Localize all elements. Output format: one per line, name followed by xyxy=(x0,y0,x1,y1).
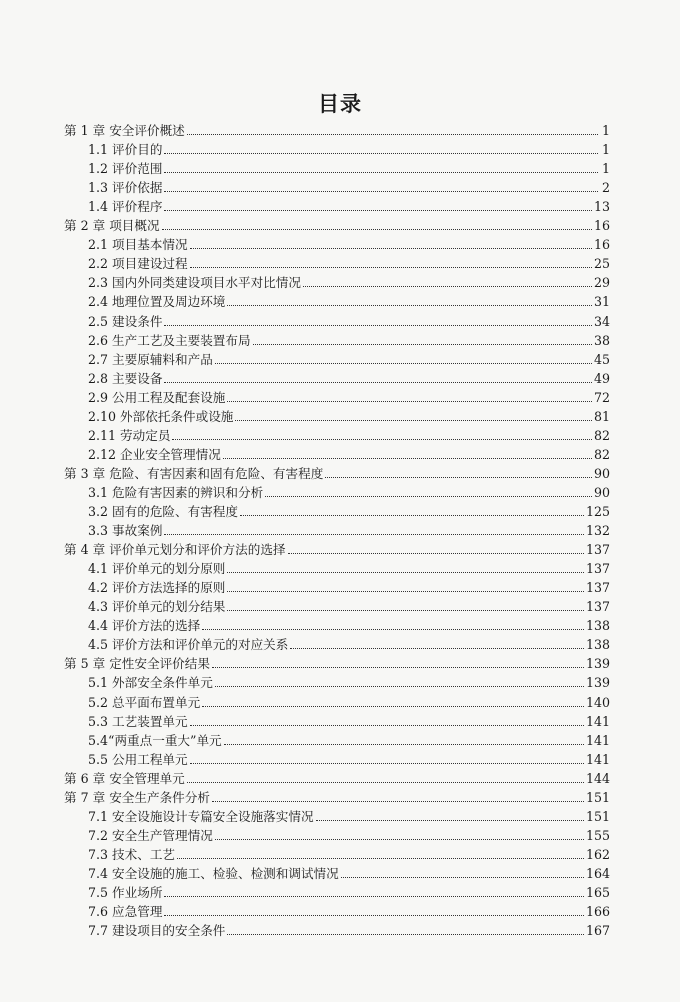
toc-entry-label: 3.3 事故案例 xyxy=(88,523,163,539)
toc-leader-dots xyxy=(227,934,584,935)
toc-leader-dots xyxy=(290,648,584,649)
toc-section-entry xyxy=(0,750,680,768)
toc-entry-page-number: 137 xyxy=(585,561,610,577)
toc-entry-page-number: 141 xyxy=(585,732,610,748)
toc-leader-dots xyxy=(227,401,592,402)
page-title: 目录 xyxy=(318,91,362,116)
toc-entry-label: 1.3 评价依据 xyxy=(88,180,163,196)
toc-leader-dots xyxy=(164,382,592,383)
toc-chapter-entry xyxy=(0,216,680,234)
toc-section-entry xyxy=(0,635,680,653)
toc-entry-label: 第 3 章 危险、有害因素和固有危险、有害程度 xyxy=(64,465,324,481)
toc-leader-dots xyxy=(223,458,592,459)
toc-entry-label: 7.2 安全生产管理情况 xyxy=(88,827,213,843)
toc-leader-dots xyxy=(227,610,584,611)
toc-leader-dots xyxy=(288,553,584,554)
toc-section-entry xyxy=(0,178,680,196)
toc-leader-dots xyxy=(202,629,584,630)
toc-entry-page-number: 137 xyxy=(585,542,610,558)
toc-section-entry xyxy=(0,235,680,253)
toc-entry-page-number: 151 xyxy=(585,808,610,824)
toc-section-entry xyxy=(0,921,680,939)
toc-section-entry xyxy=(0,731,680,749)
toc-entry-label: 2.1 项目基本情况 xyxy=(88,237,188,253)
toc-entry-label: 7.7 建设项目的安全条件 xyxy=(88,923,226,939)
toc-section-entry xyxy=(0,331,680,349)
toc-entry-page-number: 155 xyxy=(585,827,610,843)
toc-entry-page-number: 13 xyxy=(593,199,610,215)
toc-entry-label: 第 7 章 安全生产条件分析 xyxy=(64,789,210,805)
toc-entry-label: 2.12 企业安全管理情况 xyxy=(88,446,221,462)
toc-leader-dots xyxy=(224,744,584,745)
toc-section-entry xyxy=(0,273,680,291)
toc-entry-label: 5.4“两重点一重大”单元 xyxy=(88,732,222,748)
toc-entry-page-number: 138 xyxy=(585,618,610,634)
toc-entry-label: 第 5 章 定性安全评价结果 xyxy=(64,656,210,672)
toc-leader-dots xyxy=(190,267,592,268)
toc-entry-label: 3.1 危险有害因素的辨识和分析 xyxy=(88,484,264,500)
toc-entry-page-number: 1 xyxy=(601,123,610,138)
toc-entry-page-number: 138 xyxy=(585,637,610,653)
toc-entry-page-number: 16 xyxy=(593,237,610,253)
toc-leader-dots xyxy=(164,172,598,173)
toc-entry-page-number: 151 xyxy=(585,789,610,805)
toc-section-entry xyxy=(0,407,680,425)
toc-leader-dots xyxy=(215,363,592,364)
toc-entry-label: 第 4 章 评价单元划分和评价方法的选择 xyxy=(64,542,286,558)
toc-entry-label: 4.4 评价方法的选择 xyxy=(88,618,201,634)
toc-leader-dots xyxy=(227,305,592,306)
toc-entry-label: 2.6 生产工艺及主要装置布局 xyxy=(88,332,251,348)
toc-entry-label: 2.5 建设条件 xyxy=(88,313,163,329)
toc-leader-dots xyxy=(164,896,584,897)
toc-section-entry xyxy=(0,883,680,901)
toc-entry-label: 2.10 外部依托条件或设施 xyxy=(88,408,234,424)
toc-leader-dots xyxy=(215,686,584,687)
toc-leader-dots xyxy=(164,210,592,211)
toc-entry-page-number: 16 xyxy=(593,218,610,234)
toc-entry-label: 2.2 项目建设过程 xyxy=(88,256,188,272)
toc-leader-dots xyxy=(202,706,584,707)
toc-leader-dots xyxy=(215,839,584,840)
toc-entry-page-number: 72 xyxy=(593,389,610,405)
toc-chapter-entry xyxy=(0,654,680,672)
toc-entry-page-number: 49 xyxy=(593,370,610,386)
toc-entry-label: 第 1 章 安全评价概述 xyxy=(64,123,185,138)
toc-leader-dots xyxy=(253,344,592,345)
toc-entry-label: 7.1 安全设施设计专篇安全设施落实情况 xyxy=(88,808,314,824)
toc-entry-page-number: 90 xyxy=(593,484,610,500)
toc-entry-label: 3.2 固有的危险、有害程度 xyxy=(88,504,238,519)
toc-entry-label: 5.2 总平面布置单元 xyxy=(88,694,201,710)
toc-leader-dots xyxy=(177,858,584,859)
toc-leader-dots xyxy=(235,420,592,421)
toc-leader-dots xyxy=(265,496,592,497)
toc-entry-label: 2.3 国内外同类建设项目水平对比情况 xyxy=(88,275,301,291)
toc-section-entry xyxy=(0,426,680,444)
toc-chapter-entry xyxy=(0,464,680,482)
toc-entry-page-number: 162 xyxy=(585,846,610,862)
toc-entry-page-number: 141 xyxy=(585,713,610,729)
toc-entry-label: 5.5 公用工程单元 xyxy=(88,751,188,767)
toc-leader-dots xyxy=(190,725,584,726)
toc-leader-dots xyxy=(303,286,592,287)
toc-entry-page-number: 1 xyxy=(601,161,610,177)
toc-section-entry xyxy=(0,140,680,158)
toc-entry-page-number: 167 xyxy=(585,923,610,939)
toc-section-entry xyxy=(0,369,680,387)
toc-entry-label: 2.9 公用工程及配套设施 xyxy=(88,389,226,405)
toc-entry-label: 1.2 评价范围 xyxy=(88,161,163,177)
toc-entry-label: 5.3 工艺装置单元 xyxy=(88,713,188,729)
toc-entry-page-number: 139 xyxy=(585,675,610,691)
toc-section-entry xyxy=(0,807,680,825)
toc-section-entry xyxy=(0,578,680,596)
toc-chapter-entry xyxy=(0,121,680,139)
toc-entry-page-number: 139 xyxy=(585,656,610,672)
toc-entry-page-number: 137 xyxy=(585,599,610,615)
toc-section-entry xyxy=(0,597,680,615)
toc-section-entry xyxy=(0,521,680,539)
toc-leader-dots xyxy=(164,191,598,192)
toc-entry-page-number: 140 xyxy=(585,694,610,710)
toc-entry-label: 4.5 评价方法和评价单元的对应关系 xyxy=(88,637,289,653)
toc-leader-dots xyxy=(164,325,592,326)
toc-entry-label: 7.3 技术、工艺 xyxy=(88,846,176,862)
toc-entry-page-number: 31 xyxy=(593,294,610,310)
toc-entry-page-number: 29 xyxy=(593,275,610,291)
toc-section-entry xyxy=(0,350,680,368)
toc-entry-label: 5.1 外部安全条件单元 xyxy=(88,675,213,691)
toc-entry-page-number: 144 xyxy=(585,770,610,786)
toc-entry-page-number: 2 xyxy=(601,180,610,196)
toc-leader-dots xyxy=(164,534,584,535)
toc-leader-dots xyxy=(164,915,584,916)
toc-entry-page-number: 164 xyxy=(585,865,610,881)
toc-chapter-entry xyxy=(0,769,680,787)
toc-leader-dots xyxy=(240,515,584,516)
toc-leader-dots xyxy=(227,591,584,592)
toc-leader-dots xyxy=(190,248,592,249)
toc-section-entry xyxy=(0,254,680,272)
toc-entry-label: 1.1 评价目的 xyxy=(88,142,163,158)
toc-entry-page-number: 132 xyxy=(585,523,610,539)
toc-section-entry xyxy=(0,483,680,501)
toc-entry-label: 4.3 评价单元的划分结果 xyxy=(88,599,226,615)
toc-entry-label: 2.7 主要原辅料和产品 xyxy=(88,351,213,367)
toc-entry-page-number: 165 xyxy=(585,885,610,900)
toc-leader-dots xyxy=(341,877,584,878)
toc-entry-page-number: 82 xyxy=(593,446,610,462)
toc-section-entry xyxy=(0,902,680,920)
toc-section-entry xyxy=(0,559,680,577)
toc-chapter-entry xyxy=(0,540,680,558)
toc-section-entry xyxy=(0,159,680,177)
toc-entry-label: 2.4 地理位置及周边环境 xyxy=(88,294,226,310)
toc-entry-page-number: 34 xyxy=(593,313,610,329)
toc-leader-dots xyxy=(325,477,592,478)
toc-leader-dots xyxy=(164,153,598,154)
toc-entry-label: 2.8 主要设备 xyxy=(88,370,163,386)
toc-entry-label: 第 2 章 项目概况 xyxy=(64,218,160,234)
toc-section-entry xyxy=(0,826,680,844)
toc-entry-page-number: 82 xyxy=(593,427,610,443)
toc-entry-page-number: 38 xyxy=(593,332,610,348)
toc-section-entry xyxy=(0,864,680,882)
toc-section-entry xyxy=(0,693,680,711)
toc-entry-page-number: 25 xyxy=(593,256,610,272)
toc-section-entry xyxy=(0,502,680,520)
toc-entry-page-number: 1 xyxy=(601,142,610,158)
toc-leader-dots xyxy=(227,572,584,573)
toc-section-entry xyxy=(0,673,680,691)
toc-entry-label: 4.2 评价方法选择的原则 xyxy=(88,580,226,596)
toc-leader-dots xyxy=(190,763,584,764)
toc-entry-label: 第 6 章 安全管理单元 xyxy=(64,770,185,786)
toc-entry-label: 7.6 应急管理 xyxy=(88,904,163,920)
toc-entry-page-number: 166 xyxy=(585,904,610,920)
toc-leader-dots xyxy=(172,439,592,440)
toc-section-entry xyxy=(0,388,680,406)
toc-entry-page-number: 45 xyxy=(593,351,610,367)
toc-entry-label: 2.11 劳动定员 xyxy=(88,427,171,443)
toc-section-entry xyxy=(0,616,680,634)
toc-leader-dots xyxy=(316,820,584,821)
toc-section-entry xyxy=(0,312,680,330)
toc-chapter-entry xyxy=(0,788,680,806)
toc-entry-label: 4.1 评价单元的划分原则 xyxy=(88,561,226,577)
toc-section-entry xyxy=(0,292,680,310)
toc-entry-page-number: 125 xyxy=(585,504,610,519)
toc-entry-label: 7.5 作业场所 xyxy=(88,885,163,900)
toc-entry-page-number: 141 xyxy=(585,751,610,767)
toc-section-entry xyxy=(0,712,680,730)
toc-section-entry xyxy=(0,845,680,863)
toc-leader-dots xyxy=(187,782,584,783)
toc-section-entry xyxy=(0,197,680,215)
toc-leader-dots xyxy=(187,134,598,135)
toc-entry-label: 1.4 评价程序 xyxy=(88,199,163,215)
toc-leader-dots xyxy=(162,229,592,230)
toc-entry-page-number: 90 xyxy=(593,465,610,481)
toc-leader-dots xyxy=(212,801,584,802)
toc-section-entry xyxy=(0,445,680,463)
toc-entry-page-number: 81 xyxy=(593,408,610,424)
toc-leader-dots xyxy=(212,667,584,668)
toc-entry-label: 7.4 安全设施的施工、检验、检测和调试情况 xyxy=(88,865,339,881)
toc-entry-page-number: 137 xyxy=(585,580,610,596)
